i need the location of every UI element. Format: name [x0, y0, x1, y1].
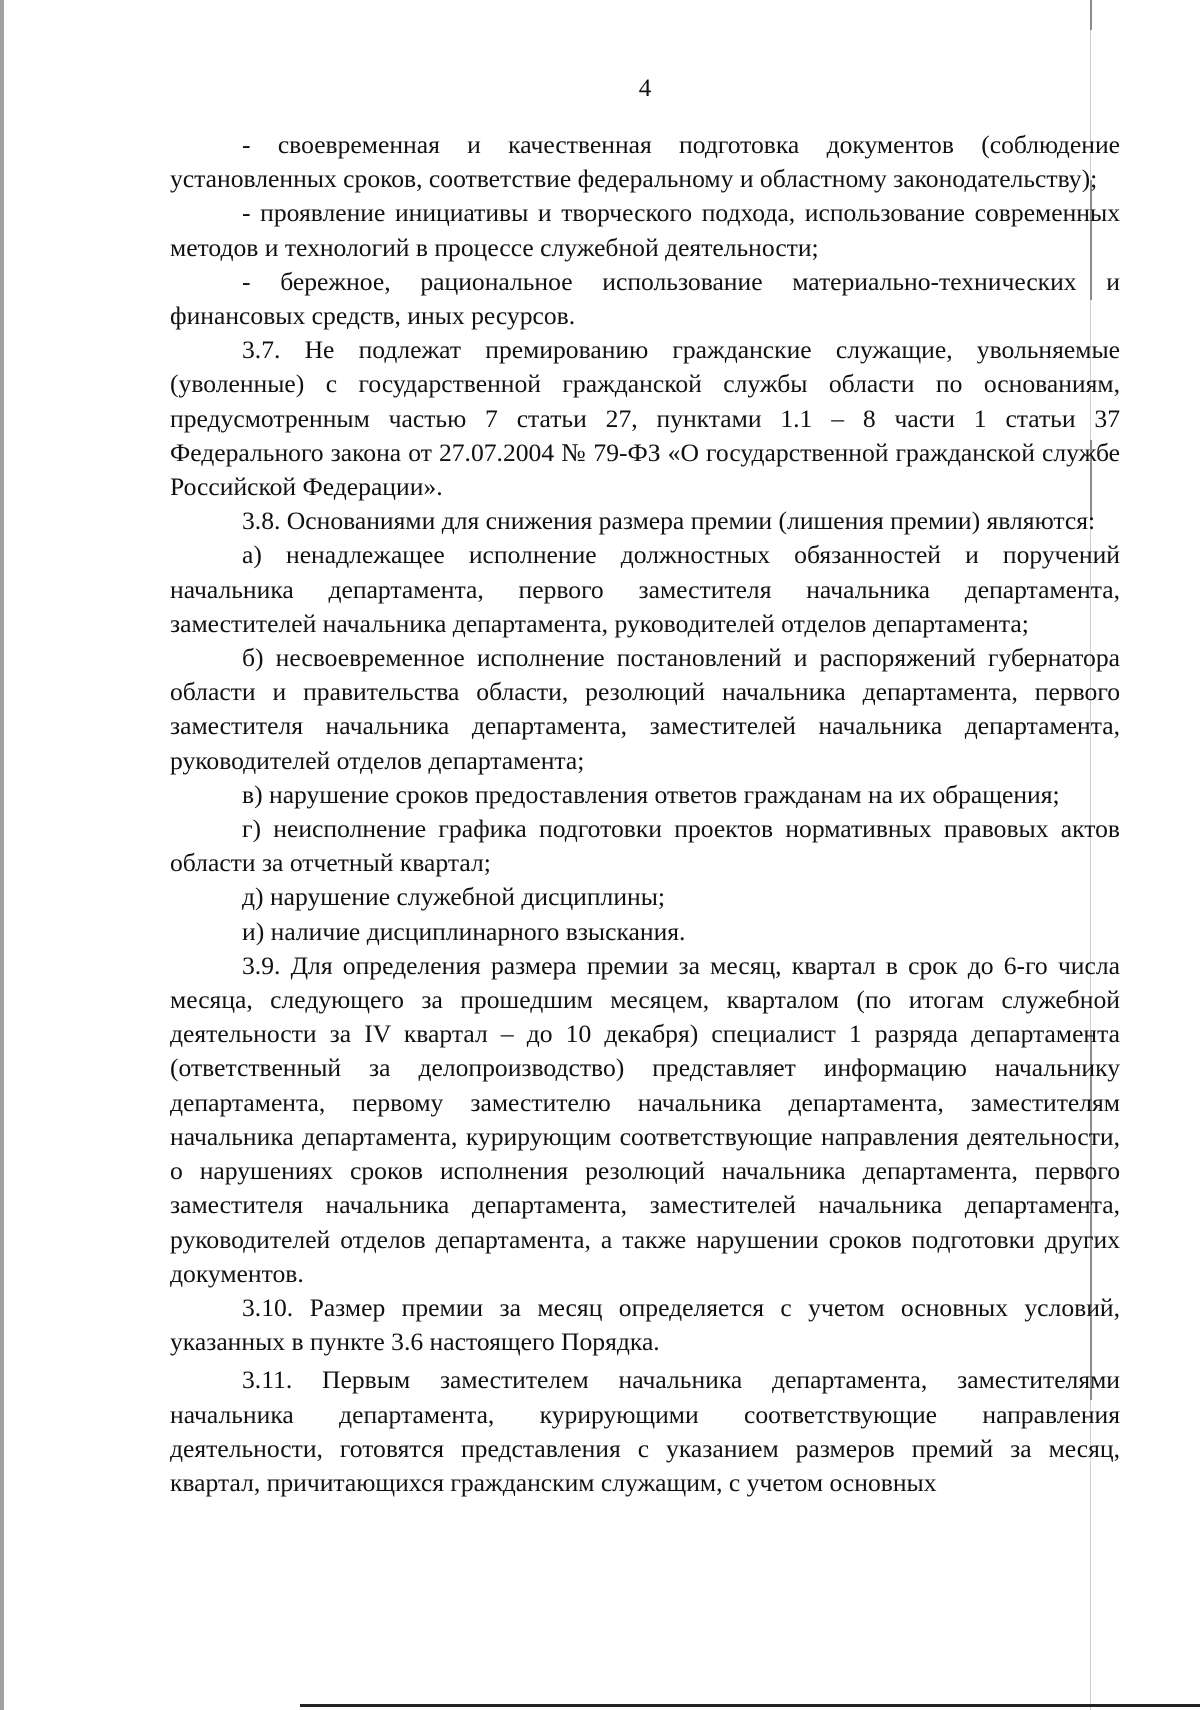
paragraph: в) нарушение сроков предоставления ответов гражданам на их обращения; [242, 779, 1060, 809]
paragraph: и) наличие дисциплинарного взыскания. [242, 916, 686, 946]
scan-bottom-edge [300, 1704, 1200, 1707]
paragraph: а) ненадлежащее исполнение должностных обязанностей и поручений начальника департамента, первого заместителя начальника департамента, заместителей начальника департамента, руководителей отделов департамента; [170, 540, 1120, 638]
page-number: 4 [638, 75, 652, 102]
paragraph: б) несвоевременное исполнение постановлений и распоряжений губернатора области и правительства области, резолюций начальника департамента, первого заместителя начальника департамента, заместителей начальника департамента, руководителей отделов департамента; [170, 643, 1120, 775]
paragraph: д) нарушение служебной дисциплины; [242, 882, 666, 912]
scan-left-edge [0, 0, 4, 1710]
paragraph: - проявление инициативы и творческого подхода, использование современных методов и технологий в процессе служебной деятельности; [170, 198, 1120, 262]
paragraph: 3.9. Для определения размера премии за месяц, квартал в срок до 6-го числа месяца, следующего за прошедшим месяцем, кварталом (по итогам служебной деятельности за IV квартал – до 10 декабря) специалист 1 разряда департамента (ответственный за делопроизводство) представляет информацию начальнику департамента, первому заместителю начальника департамента, заместителям начальника департамента, курирующим соответствующие направления деятельности, о нарушениях сроков исполнения резолюций начальника департамента, первого заместителя начальника департамента, заместителей начальника департамента, руководителей отделов департамента, а также нарушении сроков подготовки других документов. [170, 950, 1120, 1288]
document-body [170, 128, 1120, 1500]
paragraph: 3.10. Размер премии за месяц определяется с учетом основных условий, указанных в пункте 3.6 настоящего Порядка. [170, 1292, 1120, 1357]
paragraph: 3.7. Не подлежат премированию гражданские служащие, увольняемые (уволенные) с государственной гражданской службы области по основаниям, предусмотренным частью 7 статьи 27, пунктами 1.1 – 8 части 1 статьи 37 Федерального закона от 27.07.2004 № 79-ФЗ «О государственной гражданской службе Российской Федерации». [170, 335, 1120, 502]
paragraph: г) неисполнение графика подготовки проектов нормативных правовых актов области за отчетный квартал; [170, 814, 1120, 878]
paragraph: 3.11. Первым заместителем начальника департамента, заместителями начальника департамента, курирующими соответствующие направления деятельности, готовятся представления с указанием размеров премий за месяц, квартал, причитающихся гражданским служащим, с учетом основных [170, 1365, 1120, 1497]
paragraph: - бережное, рациональное использование материально-технических и финансовых средств, иных ресурсов. [170, 266, 1120, 331]
scan-artifact-line-segment [1090, 0, 1092, 30]
paragraph: - своевременная и качественная подготовка документов (соблюдение установленных сроков, соответствие федеральному и областному законодательству); [170, 130, 1120, 194]
paragraph: 3.8. Основаниями для снижения размера премии (лишения премии) являются: [242, 506, 1096, 536]
